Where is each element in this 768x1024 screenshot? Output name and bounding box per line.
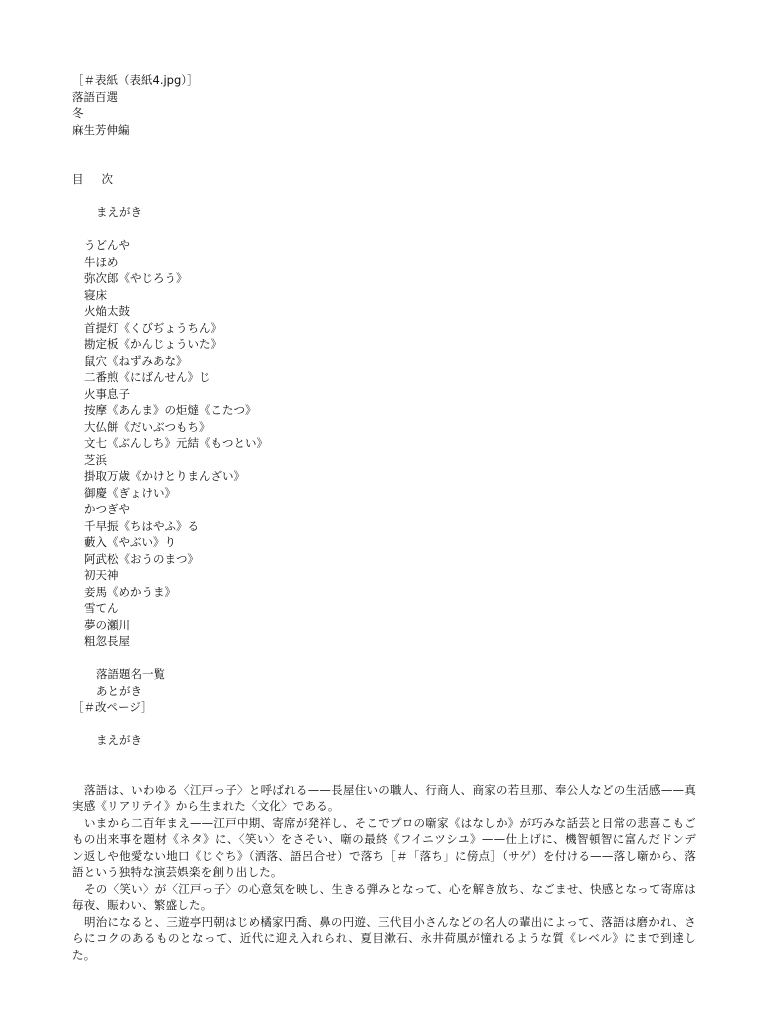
toc-preface-link: まえがき [96, 205, 142, 219]
preface-paragraph: 明治になると、三遊亭円朝はじめ橘家円喬、鼻の円遊、三代目小さんなどの名人の輩出によって、落語は磨かれ、さらにコクのあるものとなって、近代に迎え入れられ、夏目漱石、永井荷風が憧れるような質《レベル》にまで到達した。 [72, 914, 696, 962]
toc-item: 掛取万歳《かけとりまんざい》 [84, 469, 245, 483]
toc-item: 大仏餅《だいぶつもち》 [84, 419, 211, 434]
spacer [72, 138, 696, 155]
page-break-marker: ［＃改ページ］ [72, 700, 153, 714]
document-page [72, 72, 696, 963]
toc-item: 粗忽長屋 [84, 634, 130, 648]
toc-item: 火焔太鼓 [84, 304, 130, 318]
toc-item: 藪入《やぶい》り [84, 535, 176, 549]
toc-item: 弥次郎《やじろう》 [84, 271, 188, 285]
spacer [72, 155, 696, 172]
toc-heading: 目次 [72, 172, 131, 186]
toc-item: 初天神 [84, 568, 119, 582]
spacer [72, 765, 696, 782]
toc-item: 鼠穴《ねずみあな》 [84, 353, 188, 368]
book-season: 冬 [72, 106, 84, 120]
preface-title: まえがき [96, 733, 142, 747]
toc-item: 御慶《ぎょけい》 [84, 485, 176, 500]
toc-item: 雪てん [84, 601, 119, 615]
spacer [72, 221, 696, 238]
preface-paragraph: 落語は、いわゆる〈江戸っ子〉と呼ばれる——長屋住いの職人、行商人、商家の若旦那、奉公人などの生活感——真実感《リアリテイ》から生まれた〈文化〉である。 [72, 782, 696, 813]
toc-list [72, 237, 696, 650]
toc-item: かつぎや [84, 502, 130, 516]
toc-item: 首提灯《くびぢょうちん》 [84, 320, 222, 335]
spacer [72, 650, 696, 667]
toc-item: 芝浜 [84, 452, 107, 467]
book-editor: 麻生芳伸編 [72, 122, 130, 137]
toc-item: 夢の瀬川 [84, 617, 130, 632]
toc-afterword-link: あとがき [96, 683, 142, 698]
preface-paragraph: いまから二百年まえ——江戸中期、寄席が発祥し、そこでプロの噺家《はなしか》が巧みな話芸と日常の悲喜こもごもの出来事を題材《ネタ》に、〈笑い〉をさそい、噺の最終《フイニツシユ》——仕上げに、機智頓智に富んだドンデン返しや他愛ない地口《じぐち》（洒落、語呂合せ）で落ち［＃「落ち」に傍点］（サゲ）を付ける——落し噺から、落語という独特な演芸娯楽を創り出した。 [72, 815, 696, 879]
toc-index-link: 落語題名一覧 [96, 667, 165, 681]
toc-item: 按摩《あんま》の炬燵《こたつ》 [84, 403, 257, 417]
spacer [72, 188, 696, 205]
book-title: 落語百選 [72, 89, 118, 104]
spacer [72, 749, 696, 766]
toc-item: 阿武松《おうのまつ》 [84, 551, 199, 566]
toc-item: 勘定板《かんじょういた》 [84, 337, 222, 351]
toc-item: うどんや [84, 238, 130, 252]
spacer [72, 716, 696, 733]
toc-item: 火事息子 [84, 386, 130, 401]
preface-paragraph: その〈笑い〉が〈江戸っ子〉の心意気を映し、生きる弾みとなって、心を解き放ち、なごませ、快感となって寄席は毎夜、賑わい、繁盛した。 [72, 881, 696, 912]
toc-item: 寝床 [84, 287, 107, 302]
cover-note: ［＃表紙（表紙4.jpg）］ [72, 73, 199, 87]
toc-item: 妾馬《めかうま》 [84, 584, 176, 599]
toc-item: 文七《ぶんしち》元結《もつとい》 [84, 436, 268, 450]
toc-item: 二番煎《にばんせん》じ [84, 370, 211, 384]
toc-item: 牛ほめ [84, 254, 119, 269]
toc-item: 千早振《ちはやふ》る [84, 518, 199, 533]
